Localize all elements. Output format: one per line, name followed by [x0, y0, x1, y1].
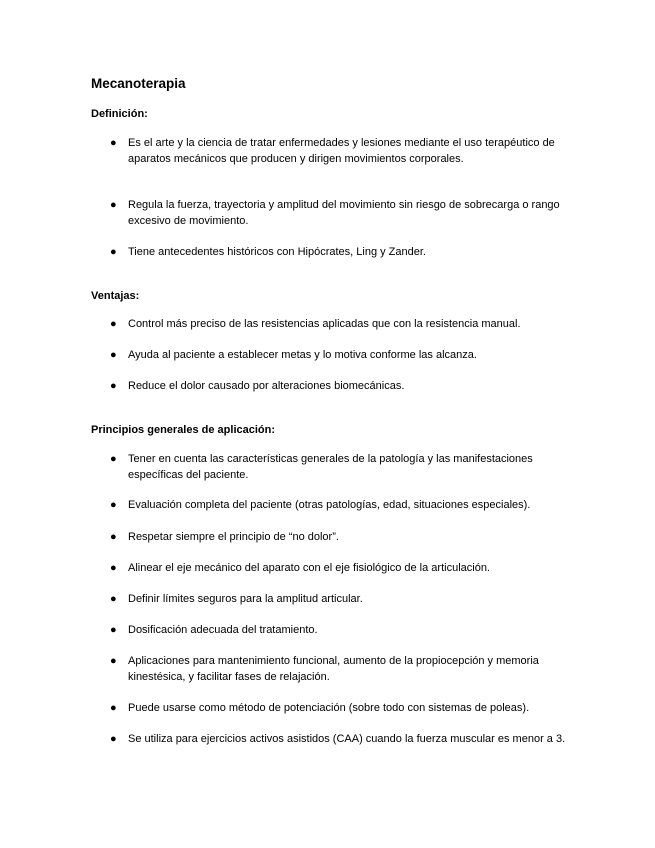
bullet-icon: ● — [110, 137, 117, 149]
list-item-text: Tener en cuenta las características generales de la patología y las manifestaciones específicas del paciente. — [128, 453, 533, 481]
list-item-text: Se utiliza para ejercicios activos asistidos (CAA) cuando la fuerza muscular es menor a 3. — [128, 733, 566, 745]
page-title: Mecanoterapia — [91, 76, 186, 91]
list-item — [110, 560, 570, 576]
list-item — [110, 378, 570, 394]
bullet-icon: ● — [110, 380, 117, 392]
bullet-icon: ● — [110, 453, 117, 465]
list-item — [110, 347, 570, 363]
bullet-icon: ● — [110, 593, 117, 605]
list-item — [110, 529, 570, 545]
list-item-text: Evaluación completa del paciente (otras patologías, edad, situaciones especiales). — [128, 499, 531, 511]
section-heading-ventajas: Ventajas: — [91, 290, 140, 302]
list-item-text: Reduce el dolor causado por alteraciones biomecánicas. — [128, 380, 405, 392]
list-item-text: Ayuda al paciente a establecer metas y lo motiva conforme las alcanza. — [128, 349, 477, 361]
list-item-text: Alinear el eje mecánico del aparato con el eje fisiológico de la articulación. — [128, 562, 490, 574]
list-item-text: Respetar siempre el principio de “no dolor”. — [128, 531, 339, 543]
bullet-icon: ● — [110, 733, 117, 745]
list-item-text: Tiene antecedentes históricos con Hipócrates, Ling y Zander. — [128, 246, 426, 258]
bullet-icon: ● — [110, 318, 117, 330]
list-item — [110, 316, 570, 332]
bullet-icon: ● — [110, 199, 117, 211]
section-heading-definicion: Definición: — [91, 108, 148, 120]
list-item — [110, 244, 570, 260]
list-item-text: Es el arte y la ciencia de tratar enfermedades y lesiones mediante el uso terapéutico de aparatos mecánicos que producen y dirigen movimientos corporales. — [128, 137, 555, 165]
bullet-icon: ● — [110, 562, 117, 574]
list-item — [110, 197, 570, 229]
bullet-icon: ● — [110, 655, 117, 667]
list-item-text: Dosificación adecuada del tratamiento. — [128, 624, 318, 636]
bullet-icon: ● — [110, 702, 117, 714]
list-item-text: Regula la fuerza, trayectoria y amplitud del movimiento sin riesgo de sobrecarga o rango excesivo de movimiento. — [128, 199, 560, 227]
list-item — [110, 653, 570, 685]
list-item — [110, 451, 570, 483]
list-item-text: Definir límites seguros para la amplitud articular. — [128, 593, 363, 605]
list-item-text: Aplicaciones para mantenimiento funcional, aumento de la propiocepción y memoria kinestésica, y facilitar fases de relajación. — [128, 655, 539, 683]
bullet-icon: ● — [110, 349, 117, 361]
list-item — [110, 700, 570, 716]
bullet-icon: ● — [110, 499, 117, 511]
bullet-icon: ● — [110, 624, 117, 636]
list-item — [110, 731, 570, 747]
section-heading-principios: Principios generales de aplicación: — [91, 424, 276, 436]
list-item — [110, 591, 570, 607]
list-item-text: Control más preciso de las resistencias aplicadas que con la resistencia manual. — [128, 318, 521, 330]
bullet-icon: ● — [110, 246, 117, 258]
bullet-icon: ● — [110, 531, 117, 543]
list-item — [110, 497, 570, 513]
list-item-text: Puede usarse como método de potenciación (sobre todo con sistemas de poleas). — [128, 702, 530, 714]
list-item — [110, 135, 570, 167]
list-item — [110, 622, 570, 638]
